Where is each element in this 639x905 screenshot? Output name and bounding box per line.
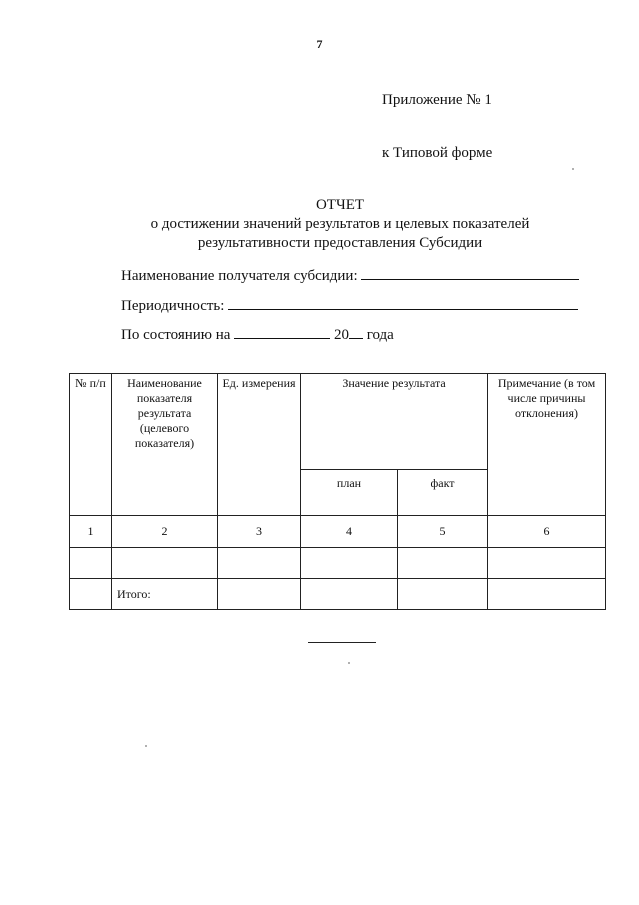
recipient-field <box>121 265 579 285</box>
table-cell[interactable] <box>488 548 606 579</box>
page-number: 7 <box>316 37 323 51</box>
periodicity-label: Периодичность: <box>121 298 225 314</box>
year-blank-line[interactable] <box>349 324 363 339</box>
column-number-2: 2 <box>112 516 218 548</box>
table-cell[interactable] <box>301 579 398 610</box>
column-number-3: 3 <box>218 516 301 548</box>
year-suffix: года <box>366 327 394 343</box>
table-cell[interactable] <box>398 548 488 579</box>
total-row <box>70 579 606 610</box>
header-indicator: Наименование показателя результата (целевого показателя) <box>112 374 218 516</box>
recipient-label: Наименование получателя субсидии: <box>121 268 358 284</box>
table-cell[interactable] <box>488 579 606 610</box>
year-prefix: 20 <box>333 327 349 343</box>
header-plan: план <box>301 470 398 516</box>
report-title: ОТЧЕТ <box>315 197 365 213</box>
header-note: Примечание (в том числе причины отклонения) <box>488 374 606 516</box>
report-table <box>69 373 606 610</box>
periodicity-blank-line[interactable] <box>228 295 578 310</box>
scan-speck <box>572 168 574 170</box>
column-number-4: 4 <box>301 516 398 548</box>
scan-speck <box>145 745 147 747</box>
as-of-field <box>121 324 394 344</box>
table-cell[interactable] <box>398 579 488 610</box>
table-cell[interactable] <box>218 579 301 610</box>
report-heading <box>0 196 639 253</box>
report-subtitle-line1: о достижении значений результатов и целевых показателей <box>150 216 530 232</box>
header-num: № п/п <box>70 374 112 516</box>
column-number-5: 5 <box>398 516 488 548</box>
annex-title: Приложение № 1 <box>382 92 492 108</box>
table-cell[interactable] <box>112 548 218 579</box>
scan-speck <box>348 662 350 664</box>
table-cell[interactable] <box>70 579 112 610</box>
header-fact: факт <box>398 470 488 516</box>
column-number-6: 6 <box>488 516 606 548</box>
header-value: Значение результата <box>301 374 488 470</box>
signature-line <box>308 642 376 643</box>
table-row <box>70 548 606 579</box>
header-unit: Ед. измерения <box>218 374 301 516</box>
periodicity-field <box>121 295 578 315</box>
report-subtitle-line2: результативности предоставления Субсидии <box>197 235 483 251</box>
column-number-1: 1 <box>70 516 112 548</box>
table-cell[interactable] <box>301 548 398 579</box>
table-cell[interactable] <box>218 548 301 579</box>
total-label: Итого: <box>112 579 218 610</box>
recipient-blank-line[interactable] <box>361 265 579 280</box>
date-blank-line[interactable] <box>234 324 330 339</box>
as-of-label: По состоянию на <box>121 327 231 343</box>
table-cell[interactable] <box>70 548 112 579</box>
annex-subtitle: к Типовой форме <box>382 145 493 161</box>
